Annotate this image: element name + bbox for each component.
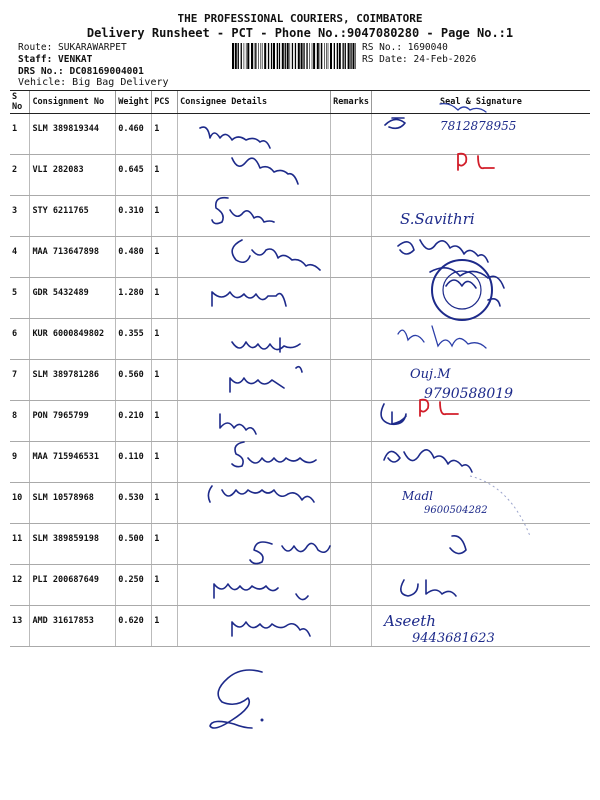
row-sno: 13 [10,606,30,647]
row-weight: 0.560 [116,360,152,401]
row-consignee-details [178,278,331,319]
row-sno: 1 [10,114,30,155]
col-pcs: PCS [152,91,178,114]
drs-label: DRS No.: DC08169004001 [18,66,144,77]
row-consignment-no: PLI 200687649 [30,565,116,606]
runsheet-subtitle: Delivery Runsheet - PCT - Phone No.:9047080280 - Page No.:1 [86,26,514,40]
row-sno: 4 [10,237,30,278]
phone-note-13: 9443681623 [412,631,495,646]
route-label: Route: SUKARAWARPET [18,42,127,53]
row-consignee-details [178,606,331,647]
row-remarks [331,237,372,278]
row-consignee-details [178,114,331,155]
table-row [10,114,590,155]
col-remarks: Remarks [331,91,372,114]
row-pcs: 1 [152,278,178,319]
row-weight: 0.500 [116,524,152,565]
row-seal-signature [372,114,591,155]
col-consignment: Consignment No [30,91,116,114]
row-seal-signature [372,442,591,483]
row-sno: 10 [10,483,30,524]
row-sno: 3 [10,196,30,237]
row-consignee-details [178,401,331,442]
signature-text-7: Ouj.M [410,367,451,382]
row-consignee-details [178,442,331,483]
signature-text-3: S.Savithri [400,210,475,228]
row-pcs: 1 [152,524,178,565]
col-consignee: Consignee Details [178,91,331,114]
signature-text-13: Aseeth [384,612,436,630]
row-sno: 11 [10,524,30,565]
table-row [10,319,590,360]
row-remarks [331,155,372,196]
row-remarks [331,401,372,442]
row-seal-signature [372,319,591,360]
row-seal-signature [372,237,591,278]
row-sno: 9 [10,442,30,483]
row-remarks [331,483,372,524]
row-sno: 2 [10,155,30,196]
row-weight: 0.460 [116,114,152,155]
col-weight: Weight [116,91,152,114]
row-seal-signature [372,278,591,319]
supervisor-signature [210,670,262,728]
barcode-image [232,43,358,69]
row-pcs: 1 [152,606,178,647]
row-pcs: 1 [152,401,178,442]
row-pcs: 1 [152,442,178,483]
row-consignment-no: STY 6211765 [30,196,116,237]
row-weight: 1.280 [116,278,152,319]
row-weight: 0.355 [116,319,152,360]
row-seal-signature [372,606,591,647]
row-remarks [331,319,372,360]
row-remarks [331,196,372,237]
phone-note-7: 9790588019 [424,386,514,402]
row-consignee-details [178,565,331,606]
row-seal-signature [372,565,591,606]
staff-label: Staff: VENKAT [18,54,93,65]
row-sno: 7 [10,360,30,401]
row-sno: 8 [10,401,30,442]
row-consignment-no: KUR 6000849802 [30,319,116,360]
row-seal-signature [372,155,591,196]
row-consignee-details [178,196,331,237]
row-consignment-no: GDR 5432489 [30,278,116,319]
row-sno: 5 [10,278,30,319]
row-weight: 0.645 [116,155,152,196]
row-remarks [331,565,372,606]
row-seal-signature [372,483,591,524]
signature-text-10: Madl [402,489,433,503]
runsheet-table [10,90,590,647]
row-pcs: 1 [152,237,178,278]
row-pcs: 1 [152,114,178,155]
col-signature: Seal & Signature [372,91,591,114]
row-consignee-details [178,155,331,196]
row-weight: 0.480 [116,237,152,278]
phone-note-1: 7812878955 [440,119,517,133]
row-remarks [331,278,372,319]
row-pcs: 1 [152,360,178,401]
row-consignment-no: VLI 282083 [30,155,116,196]
rs-number: RS No.: 1690040 [362,42,448,53]
table-row [10,442,590,483]
phone-note-10: 9600504282 [424,505,488,516]
table-row [10,155,590,196]
row-weight: 0.310 [116,196,152,237]
row-consignee-details [178,360,331,401]
company-title: THE PROFESSIONAL COURIERS, COIMBATORE [177,12,423,25]
row-weight: 0.250 [116,565,152,606]
vehicle-label: Vehicle: Big Bag Delivery [18,77,169,88]
col-sno: S No [10,91,30,114]
row-consignment-no: SLM 389781286 [30,360,116,401]
row-remarks [331,114,372,155]
row-remarks [331,524,372,565]
row-consignment-no: SLM 389859198 [30,524,116,565]
row-weight: 0.530 [116,483,152,524]
table-row [10,565,590,606]
table-row [10,483,590,524]
row-remarks [331,606,372,647]
row-pcs: 1 [152,196,178,237]
row-consignee-details [178,483,331,524]
row-sno: 12 [10,565,30,606]
rs-date: RS Date: 24-Feb-2026 [362,54,477,65]
row-consignment-no: AMD 31617853 [30,606,116,647]
table-row [10,196,590,237]
row-consignee-details [178,319,331,360]
row-consignment-no: MAA 713647898 [30,237,116,278]
row-consignment-no: SLM 389819344 [30,114,116,155]
row-pcs: 1 [152,155,178,196]
row-weight: 0.620 [116,606,152,647]
table-row [10,401,590,442]
table-header-row [10,91,590,114]
table-row [10,360,590,401]
row-seal-signature [372,524,591,565]
table-row [10,278,590,319]
row-sno: 6 [10,319,30,360]
signature-dot [261,719,264,722]
row-consignee-details [178,524,331,565]
row-seal-signature [372,196,591,237]
row-pcs: 1 [152,319,178,360]
row-pcs: 1 [152,483,178,524]
row-remarks [331,442,372,483]
row-consignment-no: SLM 10578968 [30,483,116,524]
row-seal-signature [372,360,591,401]
row-weight: 0.110 [116,442,152,483]
row-consignment-no: MAA 715946531 [30,442,116,483]
table-row [10,524,590,565]
row-seal-signature [372,401,591,442]
table-row [10,237,590,278]
table-row [10,606,590,647]
row-remarks [331,360,372,401]
row-consignment-no: PON 7965799 [30,401,116,442]
row-weight: 0.210 [116,401,152,442]
row-consignee-details [178,237,331,278]
row-pcs: 1 [152,565,178,606]
